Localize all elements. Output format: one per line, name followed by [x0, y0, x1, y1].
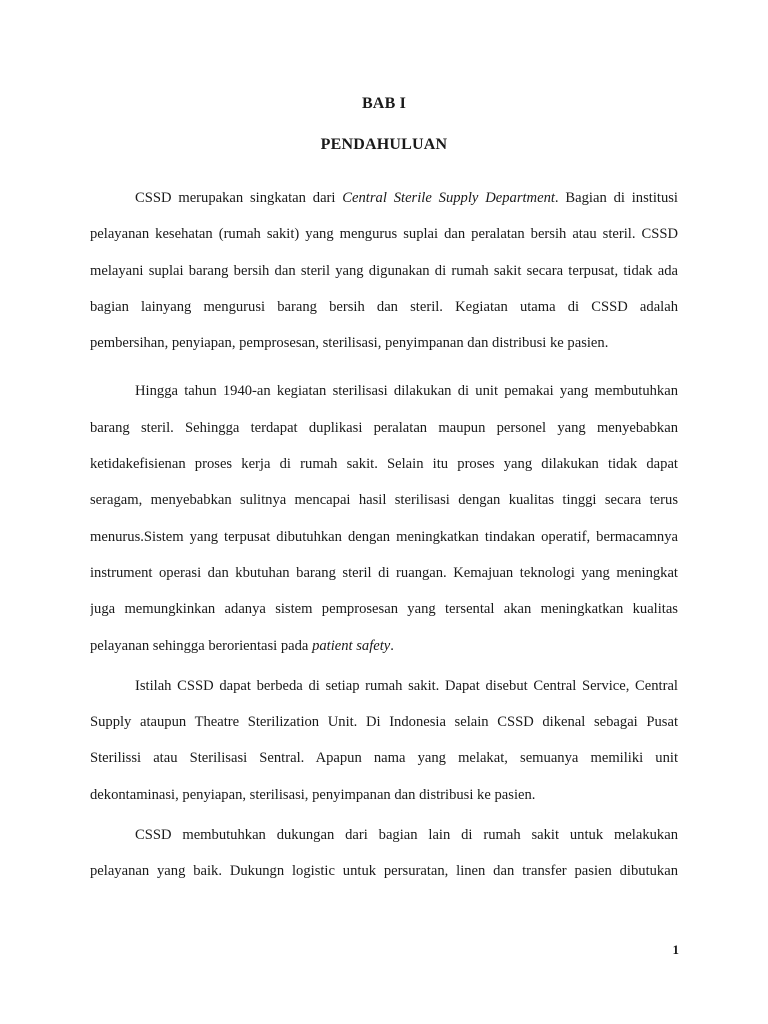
text-line: Sterilissi atau Sterilisasi Sentral. Apapun nama yang melakat, semuanya memiliki unit [90, 750, 678, 767]
paragraph [90, 180, 678, 361]
paragraph [90, 817, 678, 890]
text-line: Hingga tahun 1940-an kegiatan sterilisasi dilakukan di unit pemakai yang membutuhkan [135, 383, 678, 400]
text-line: barang steril. Sehingga terdapat duplikasi peralatan maupun personel yang menyebabkan [90, 419, 678, 436]
text-line: instrument operasi dan kbutuhan barang steril di ruangan. Kemajuan teknologi yang meningkat [90, 564, 678, 581]
paragraph [90, 668, 678, 813]
text-line: dekontaminasi, penyiapan, sterilisasi, penyimpanan dan distribusi ke pasien. [90, 786, 536, 803]
chapter-heading: BAB I [361, 95, 407, 112]
text-line: pembersihan, penyiapan, pemprosesan, sterilisasi, penyimpanan dan distribusi ke pasien. [90, 335, 609, 352]
text-line: Istilah CSSD dapat berbeda di setiap rumah sakit. Dapat disebut Central Service, Central [135, 677, 678, 694]
page-number: 1 [672, 942, 679, 957]
text-line: pelayanan yang baik. Dukungn logistic untuk persuratan, linen dan transfer pasien dibutukan [90, 863, 678, 880]
text-segment: CSSD merupakan singkatan dari [135, 190, 343, 206]
paragraph [90, 373, 678, 663]
text-line: pelayanan kesehatan (rumah sakit) yang mengurus suplai dan peralatan bersih atau steril. CSSD [90, 226, 678, 243]
text-segment: . [390, 637, 394, 654]
text-line: CSSD membutuhkan dukungan dari bagian lain di rumah sakit untuk melakukan [135, 827, 678, 844]
text-line: melayani suplai barang bersih dan steril yang digunakan di rumah sakit secara terpusat, tidak ada [90, 262, 678, 279]
text-line: juga memungkinkan adanya sistem pemprosesan yang tersental akan meningkatkan kualitas [90, 601, 678, 618]
text-line: Supply ataupun Theatre Sterilization Unit. Di Indonesia selain CSSD dikenal sebagai Pusat [90, 714, 678, 731]
text-segment: pelayanan sehingga berorientasi pada [90, 637, 313, 654]
italic-term: patient safety [312, 637, 391, 654]
text-line [90, 180, 678, 216]
paragraph-gap [90, 361, 678, 373]
text-line: ketidakefisienan proses kerja di rumah sakit. Selain itu proses yang dilakukan tidak dapat [90, 456, 678, 473]
chapter-title: PENDAHULUAN [320, 136, 448, 153]
italic-term: Central Sterile Supply Department [342, 190, 555, 206]
text-line [90, 628, 678, 664]
text-line: seragam, menyebabkan sulitnya mencapai hasil sterilisasi dengan kualitas tinggi secara terus [90, 492, 678, 509]
text-segment: . Bagian di institusi [554, 190, 678, 206]
text-line: menurus.Sistem yang terpusat dibutuhkan dengan meningkatkan tindakan operatif, bermacamnya [90, 528, 678, 545]
body-text [90, 180, 678, 890]
text-line: bagian lainyang mengurusi barang bersih dan steril. Kegiatan utama di CSSD adalah [90, 298, 678, 315]
